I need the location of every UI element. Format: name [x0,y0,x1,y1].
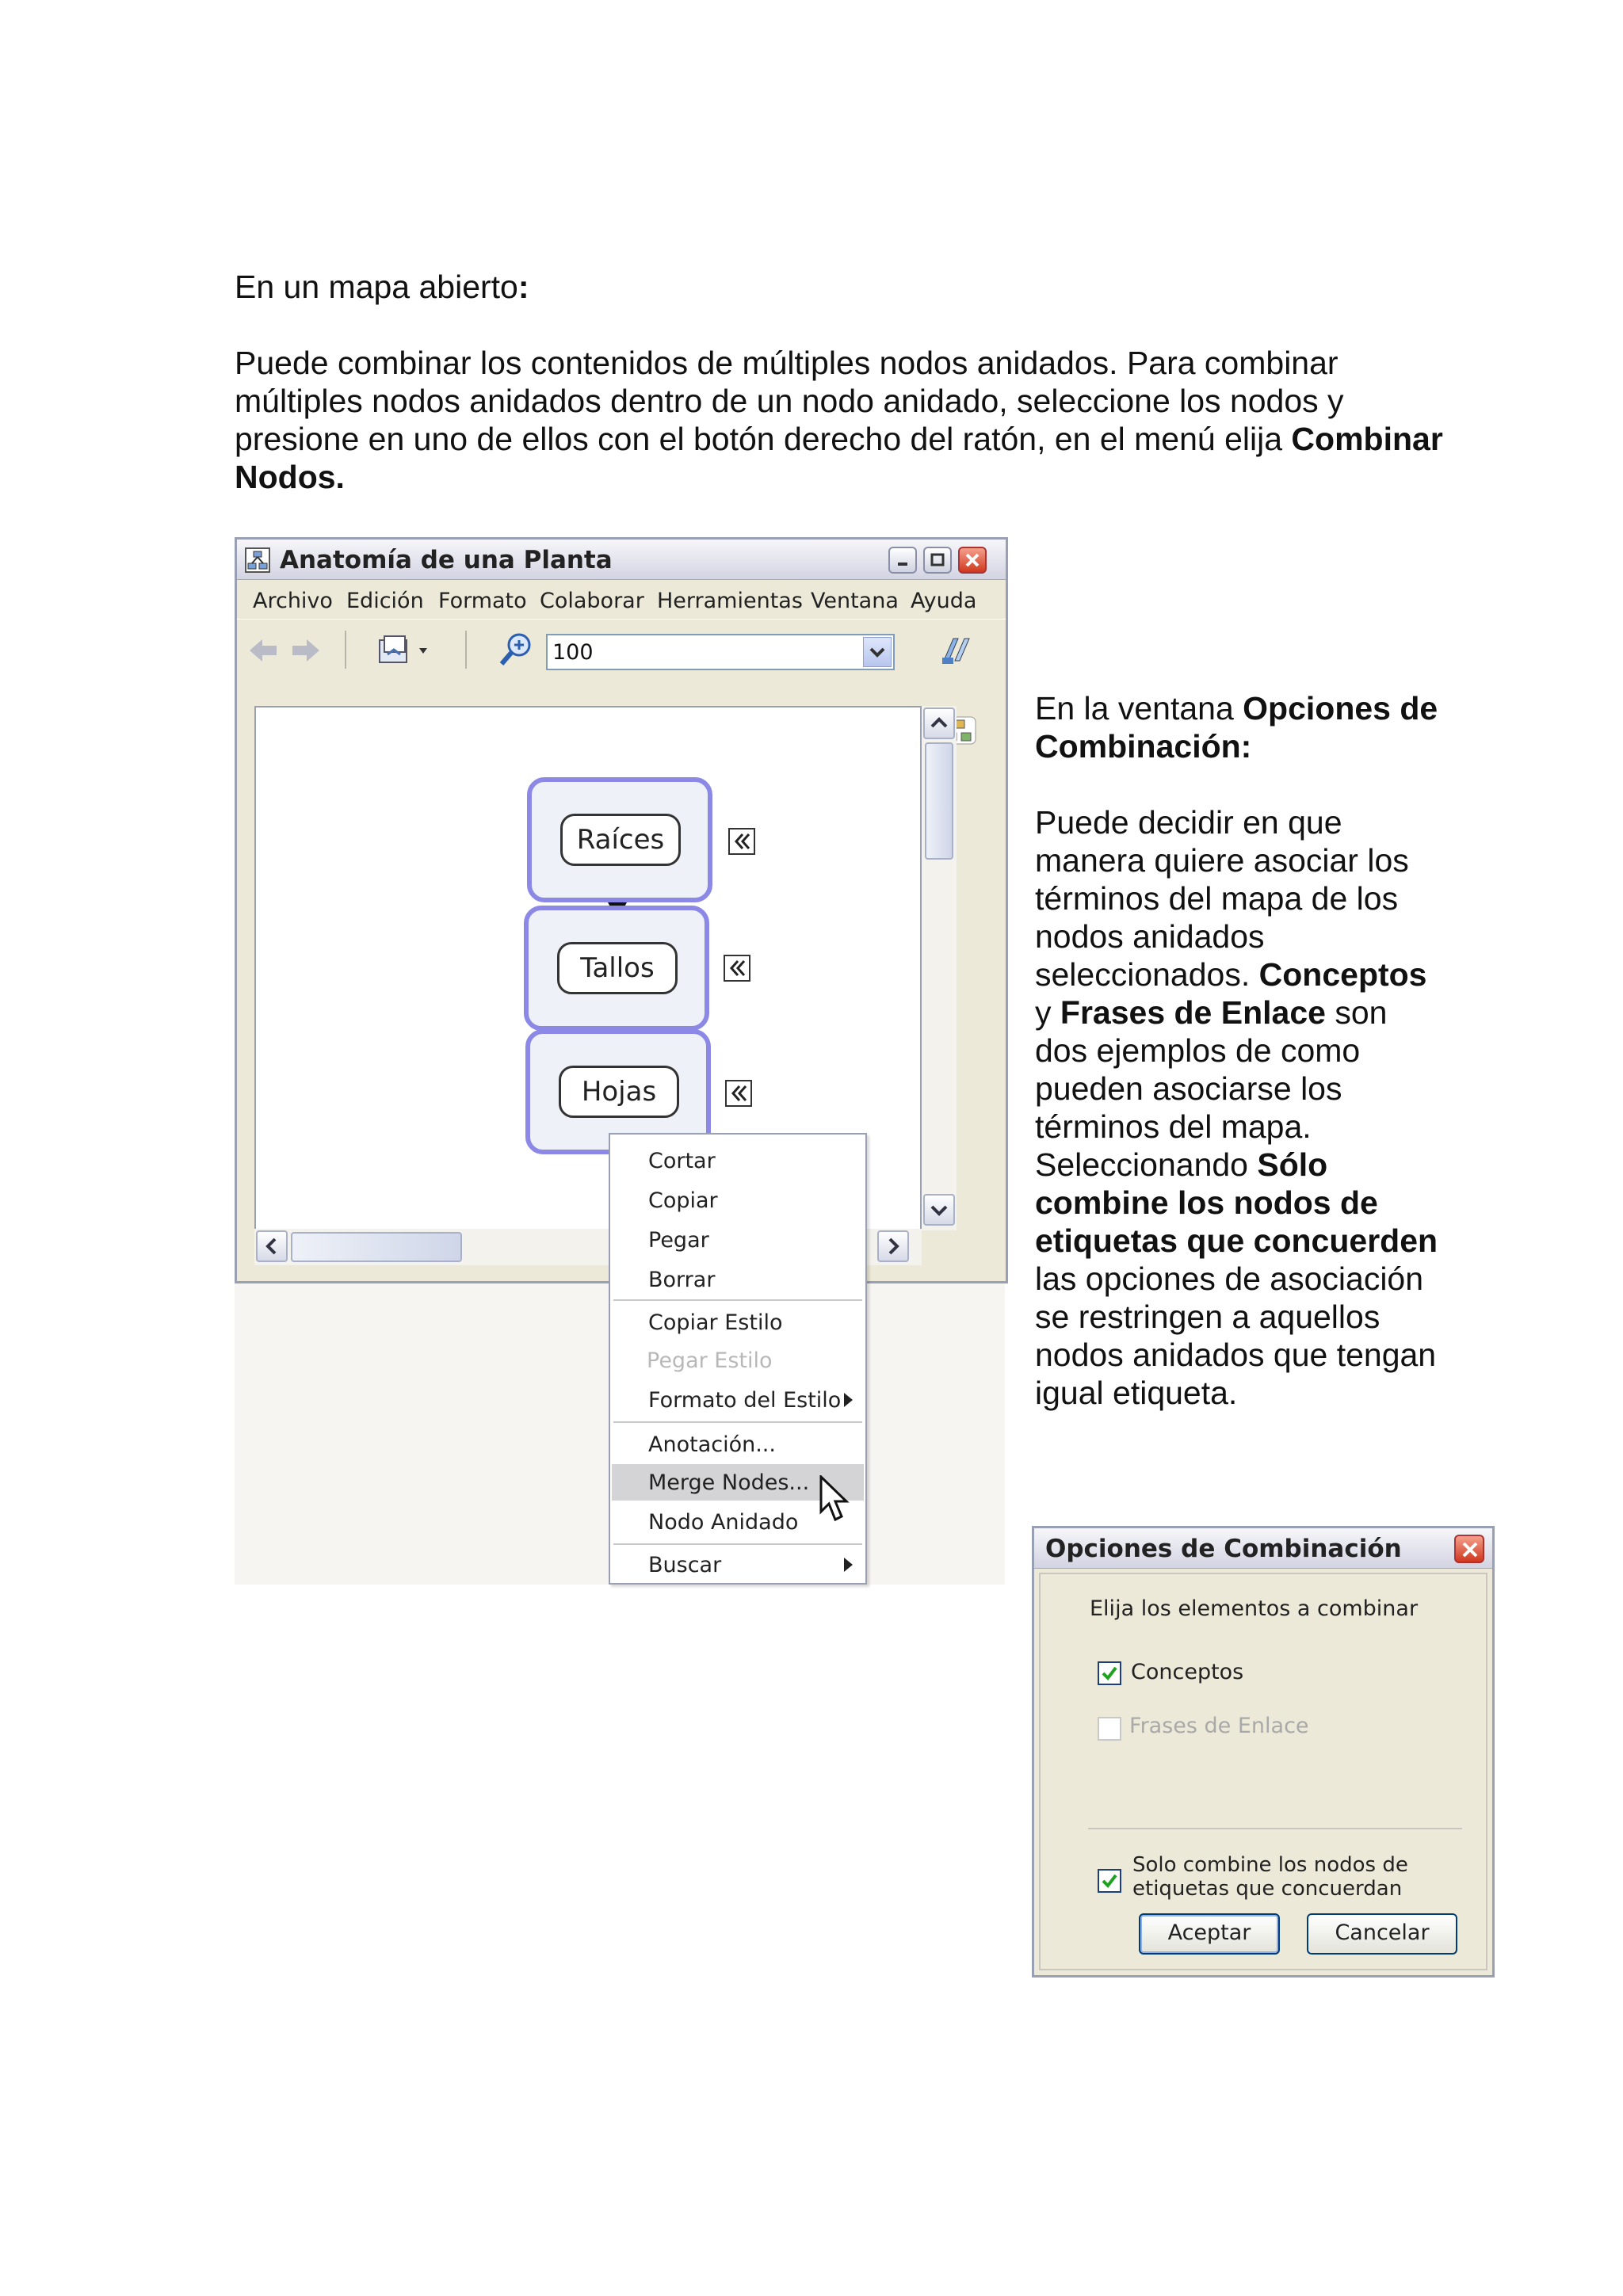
zoom-dropdown-button[interactable] [863,637,892,667]
toolbar [237,619,1006,678]
side-paragraph: Puede decidir en que manera quiere asociar los términos del mapa de los nodos anidados seleccionados. Conceptos y Frases de Enlace son dos ejemplos de como pueden asociarse los términos del mapa. Seleccionando Sólo combine los nodos de etiquetas que concuerden las opciones de asociación se restringen a aquellos nodos anidados que tengan igual etiqueta. [1035,804,1438,1411]
concept-tallos[interactable]: Tallos [557,942,678,994]
menu-ayuda[interactable]: Ayuda [911,589,977,613]
menu-formato[interactable]: Formato [438,589,527,613]
window-titlebar [237,540,1006,580]
menu-item-copiar[interactable]: Copiar [648,1188,718,1213]
collapse-hojas-icon[interactable] [725,1080,752,1107]
cancel-button[interactable]: Cancelar [1307,1913,1457,1955]
toolbar-separator [465,631,467,669]
dialog-prompt: Elija los elementos a combinar [1090,1596,1419,1621]
zoom-combobox[interactable] [546,634,895,670]
maximize-button[interactable] [923,547,952,574]
view-options-icon[interactable] [376,634,435,667]
scroll-down-button[interactable] [923,1194,955,1226]
back-arrow-icon[interactable] [248,637,280,664]
dialog-titlebar [1034,1528,1492,1569]
zoom-icon[interactable] [497,631,537,669]
vertical-scrollbar[interactable] [922,706,957,1230]
dialog-title: Opciones de Combinación [1045,1535,1402,1563]
menu-item-pegar-estilo: Pegar Estilo [647,1348,773,1373]
menu-separator [613,1421,862,1423]
chevron-down-icon [864,638,891,666]
checkbox-frases-enlace [1098,1717,1121,1741]
intro-paragraph: Puede combinar los contenidos de múltiples nodos anidados. Para combinar múltiples nodos anidados dentro de un nodo anidado, seleccione los nodos y presione en uno de ellos con el botón derecho del ratón, en el menú elija Combinar Nodos. [235,345,1443,495]
minimize-icon [893,551,912,569]
check-icon [1101,1872,1118,1890]
close-icon [963,551,982,569]
dialog-close-button[interactable] [1454,1535,1484,1563]
close-button[interactable] [958,547,987,574]
menu-separator [613,1299,862,1301]
cmap-icon [245,547,270,573]
submenu-arrow-icon [844,1393,853,1407]
menu-archivo[interactable]: Archivo [253,589,333,613]
chevron-up-icon [925,709,953,738]
scroll-left-button[interactable] [256,1230,288,1262]
menu-item-borrar[interactable]: Borrar [648,1268,716,1292]
menu-item-buscar[interactable]: Buscar [612,1547,864,1583]
concept-hojas[interactable]: Hojas [559,1066,679,1118]
collapse-tallos-icon[interactable] [724,955,750,982]
forward-arrow-icon[interactable] [289,637,321,664]
menu-herramientas[interactable]: Herramientas [657,589,803,613]
menu-item-copiar-estilo[interactable]: Copiar Estilo [648,1310,783,1335]
minimize-button[interactable] [888,547,917,574]
menu-ventana[interactable]: Ventana [811,589,899,613]
zoom-value: 100 [552,640,594,665]
collapse-raices-icon[interactable] [728,828,755,855]
checkbox-solo-combine[interactable] [1098,1869,1121,1893]
chevron-right-icon [879,1232,907,1261]
submenu-arrow-icon [844,1558,853,1572]
horizontal-scroll-thumb[interactable] [291,1232,462,1262]
intro-line: En un mapa abierto: [235,269,529,305]
menu-item-cortar[interactable]: Cortar [648,1149,716,1173]
check-icon [1101,1665,1118,1682]
label-solo-combine-line2[interactable]: etiquetas que concuerdan [1132,1877,1403,1901]
dialog-separator [1088,1828,1462,1829]
menu-separator [613,1543,862,1545]
menu-item-merge-nodes[interactable]: Merge Nodes... [612,1464,864,1501]
scroll-right-button[interactable] [877,1230,909,1262]
concept-raices[interactable]: Raíces [560,814,681,866]
chevron-down-icon [925,1196,953,1224]
menu-item-anotacion[interactable]: Anotación... [648,1432,776,1457]
side-text [1035,689,1447,1412]
vertical-scroll-thumb[interactable] [925,742,953,860]
window-title: Anatomía de una Planta [280,546,613,574]
nested-node-raices[interactable] [527,777,712,902]
mouse-cursor-icon [818,1475,853,1524]
checkbox-conceptos[interactable] [1098,1661,1121,1685]
label-frases-enlace: Frases de Enlace [1129,1714,1309,1738]
menu-item-nodo-anidado[interactable]: Nodo Anidado [648,1510,799,1535]
label-conceptos[interactable]: Conceptos [1131,1660,1244,1684]
merge-options-dialog [1032,1526,1495,1978]
side-heading: En la ventana Opciones de Combinación: [1035,690,1438,765]
close-icon [1461,1540,1480,1559]
menu-edicion[interactable]: Edición [346,589,424,613]
toolbar-separator [345,631,346,669]
menu-bar [237,582,1006,617]
dialog-body [1039,1573,1487,1970]
scroll-up-button[interactable] [923,707,955,739]
style-palette-icon[interactable] [939,634,974,667]
chevron-left-icon [258,1232,286,1261]
nested-node-tallos[interactable] [524,906,709,1031]
menu-colaborar[interactable]: Colaborar [540,589,644,613]
maximize-icon [928,551,947,569]
label-solo-combine-line1[interactable]: Solo combine los nodos de [1132,1853,1408,1877]
menu-item-pegar[interactable]: Pegar [648,1228,709,1253]
accept-button[interactable]: Aceptar [1139,1913,1280,1955]
menu-item-formato-estilo[interactable]: Formato del Estilo [612,1382,864,1418]
